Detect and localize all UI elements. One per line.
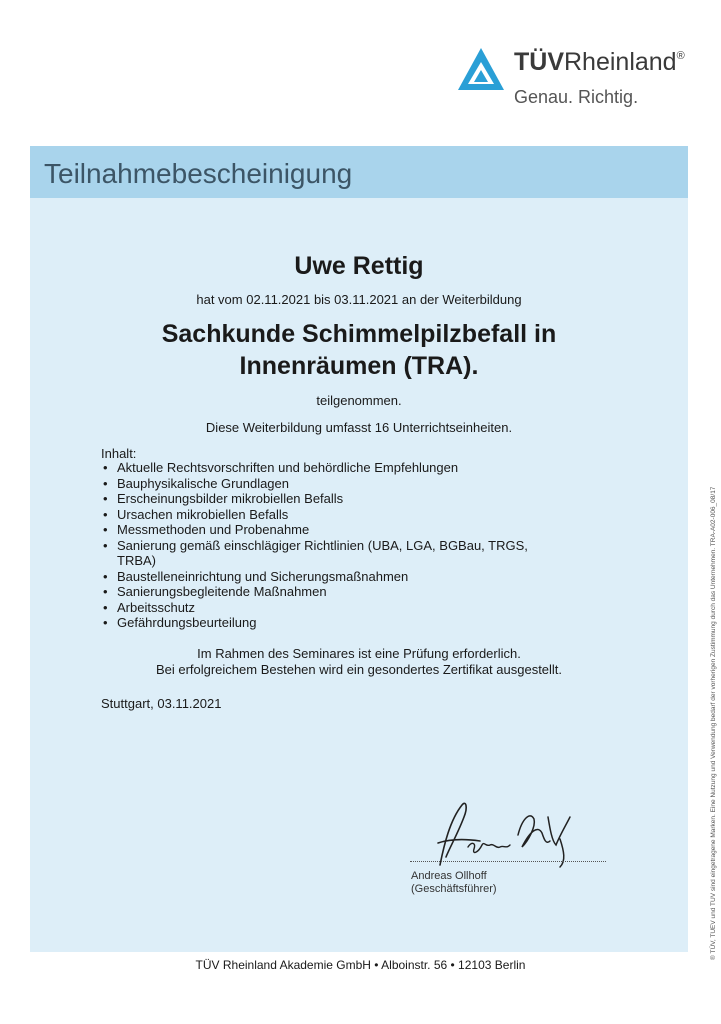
course-intro: hat vom 02.11.2021 bis 03.11.2021 an der Weiterbildung xyxy=(196,292,522,307)
list-item: • Aktuelle Rechtsvorschriften und behördliche Empfehlungen xyxy=(101,460,528,476)
list-item: • Ursachen mikrobiellen Befalls xyxy=(101,507,528,523)
course-title-line2: Innenräumen (TRA). xyxy=(239,352,479,380)
list-item: • Messmethoden und Probenahme xyxy=(101,522,528,538)
exam-line-2: Bei erfolgreichem Bestehen wird ein gesondertes Zertifikat ausgestellt. xyxy=(155,662,563,677)
signer-role: (Geschäftsführer) xyxy=(411,883,497,895)
exam-line-1: Im Rahmen des Seminares ist eine Prüfung erforderlich. xyxy=(197,646,521,661)
vertical-trademark-note: ® TÜV, TUEV und TUV sind eingetragene Marken. Eine Nutzung und Verwendung bedarf der vorherigen Zustimmung durch das Unternehmen. TRA-A02-006_08/17 xyxy=(710,486,717,960)
list-item: • Arbeitsschutz xyxy=(101,600,528,616)
signer-name: Andreas Ollhoff xyxy=(411,870,487,882)
logo-brand-bold: TÜV xyxy=(514,48,564,76)
signature-line xyxy=(410,861,606,862)
list-item-text: Sanierung gemäß einschlägiger Richtlinien (UBA, LGA, BGBau, TRGS, xyxy=(117,537,528,553)
list-item: • Sanierungsbegleitende Maßnahmen xyxy=(101,584,528,600)
tuv-triangle-icon xyxy=(456,46,506,92)
course-title xyxy=(30,318,688,382)
certificate-title: Teilnahmebescheinigung xyxy=(44,158,353,189)
units-text: Diese Weiterbildung umfasst 16 Unterrichtseinheiten. xyxy=(205,420,513,435)
logo-brand-text xyxy=(514,48,685,77)
participant-name: Uwe Rettig xyxy=(294,252,424,280)
place-date: Stuttgart, 03.11.2021 xyxy=(101,696,222,711)
logo-tagline: Genau. Richtig. xyxy=(514,87,639,107)
tuv-rheinland-logo xyxy=(456,44,696,114)
participated-text: teilgenommen. xyxy=(316,393,402,408)
registered-mark: ® xyxy=(676,50,685,62)
list-item: • Bauphysikalische Grundlagen xyxy=(101,476,528,492)
logo-brand-regular: Rheinland xyxy=(564,48,677,76)
signature-image xyxy=(410,795,590,875)
list-item: • Gefährdungsbeurteilung xyxy=(101,615,528,631)
course-title-line1: Sachkunde Schimmelpilzbefall in xyxy=(161,320,557,348)
list-item xyxy=(101,538,528,569)
content-heading: Inhalt: xyxy=(101,446,137,461)
list-item: • Baustelleneinrichtung und Sicherungsmaßnahmen xyxy=(101,569,528,585)
list-item-continuation: TRBA) xyxy=(117,553,156,568)
content-list xyxy=(101,460,528,631)
list-item: • Erscheinungsbilder mikrobiellen Befalls xyxy=(101,491,528,507)
footer-address: TÜV Rheinland Akademie GmbH • Alboinstr. 56 • 12103 Berlin xyxy=(195,958,526,972)
